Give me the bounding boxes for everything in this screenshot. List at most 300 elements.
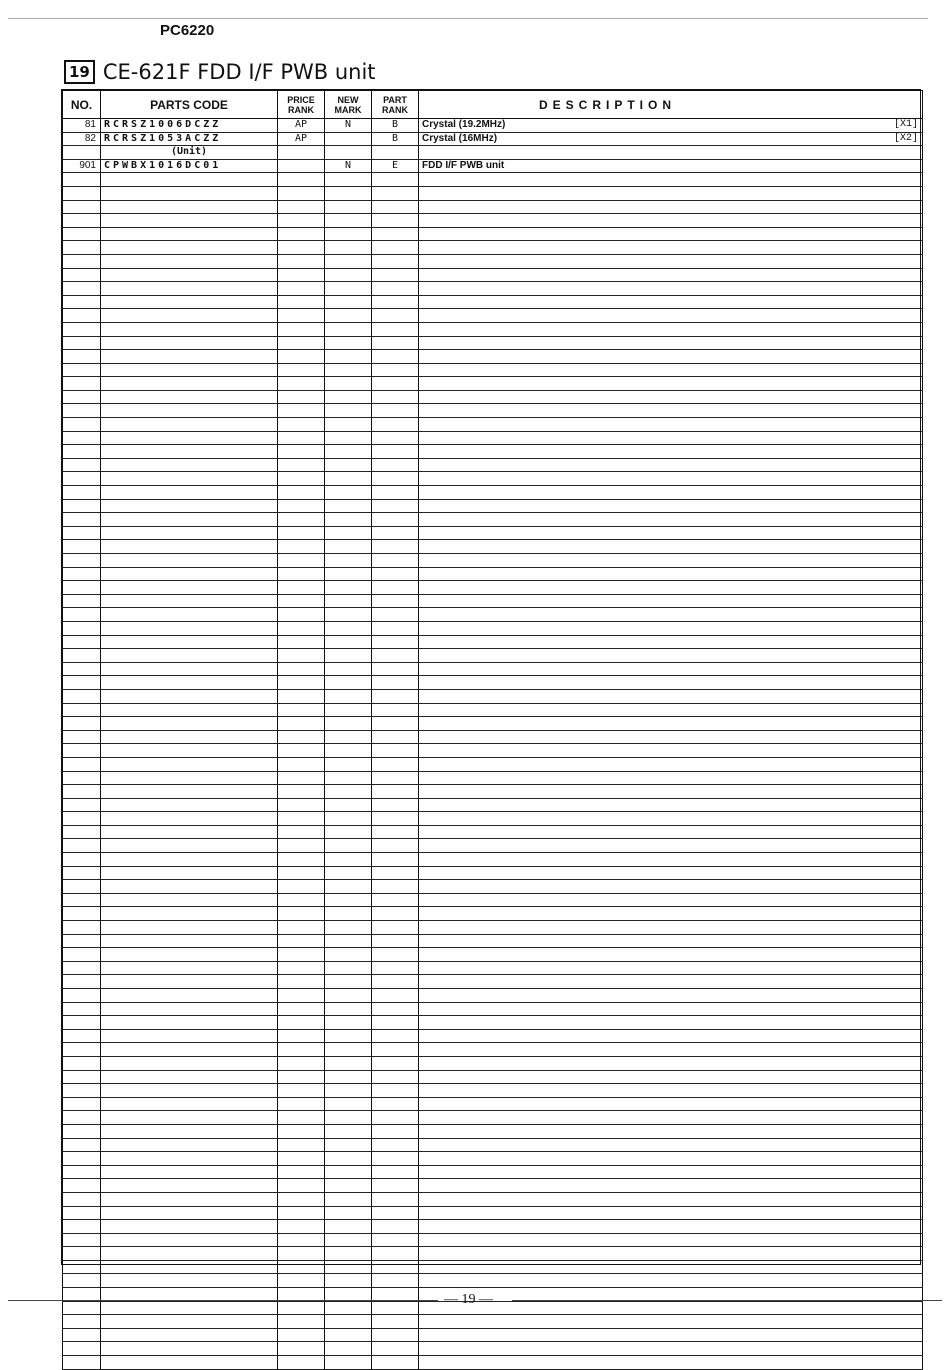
empty-cell bbox=[372, 907, 419, 921]
table-row-empty bbox=[63, 961, 923, 975]
table-row-empty bbox=[63, 390, 923, 404]
empty-cell bbox=[419, 1328, 923, 1342]
table-header-row bbox=[63, 91, 923, 119]
empty-cell bbox=[325, 757, 372, 771]
empty-cell bbox=[278, 1301, 325, 1315]
empty-cell bbox=[372, 1220, 419, 1234]
empty-cell bbox=[278, 825, 325, 839]
empty-cell bbox=[372, 1356, 419, 1370]
empty-cell bbox=[63, 186, 101, 200]
empty-cell bbox=[372, 934, 419, 948]
cell-new-mark bbox=[325, 132, 372, 146]
footer-rule-left bbox=[8, 1300, 438, 1301]
empty-cell bbox=[372, 227, 419, 241]
empty-cell bbox=[419, 717, 923, 731]
empty-cell bbox=[325, 1247, 372, 1261]
table-row-empty bbox=[63, 1002, 923, 1016]
empty-cell bbox=[278, 635, 325, 649]
empty-cell bbox=[101, 1206, 278, 1220]
empty-cell bbox=[101, 771, 278, 785]
empty-cell bbox=[278, 1124, 325, 1138]
table-row-empty bbox=[63, 227, 923, 241]
empty-cell bbox=[101, 934, 278, 948]
empty-cell bbox=[278, 472, 325, 486]
empty-cell bbox=[419, 1206, 923, 1220]
empty-cell bbox=[325, 1165, 372, 1179]
empty-cell bbox=[325, 798, 372, 812]
empty-cell bbox=[325, 880, 372, 894]
empty-cell bbox=[63, 785, 101, 799]
table-row-empty bbox=[63, 621, 923, 635]
cell-no: 901 bbox=[63, 159, 101, 173]
empty-cell bbox=[419, 1260, 923, 1274]
empty-cell bbox=[372, 961, 419, 975]
empty-cell bbox=[278, 268, 325, 282]
empty-cell bbox=[63, 975, 101, 989]
empty-cell bbox=[419, 295, 923, 309]
empty-cell bbox=[278, 1016, 325, 1030]
empty-cell bbox=[419, 336, 923, 350]
table-row-empty bbox=[63, 214, 923, 228]
empty-cell bbox=[372, 717, 419, 731]
empty-cell bbox=[278, 866, 325, 880]
empty-cell bbox=[101, 581, 278, 595]
empty-cell bbox=[101, 730, 278, 744]
table-row-empty bbox=[63, 649, 923, 663]
empty-cell bbox=[325, 445, 372, 459]
empty-cell bbox=[325, 1260, 372, 1274]
empty-cell bbox=[101, 173, 278, 187]
empty-cell bbox=[419, 1111, 923, 1125]
table-row-empty bbox=[63, 989, 923, 1003]
empty-cell bbox=[419, 662, 923, 676]
table-row-empty bbox=[63, 866, 923, 880]
empty-cell bbox=[101, 1002, 278, 1016]
empty-cell bbox=[278, 1179, 325, 1193]
empty-cell bbox=[101, 703, 278, 717]
empty-cell bbox=[278, 975, 325, 989]
table-row-empty bbox=[63, 839, 923, 853]
empty-cell bbox=[325, 839, 372, 853]
empty-cell bbox=[101, 975, 278, 989]
empty-cell bbox=[63, 703, 101, 717]
empty-cell bbox=[419, 744, 923, 758]
cell-new-mark: N bbox=[325, 159, 372, 173]
empty-cell bbox=[419, 241, 923, 255]
empty-cell bbox=[372, 1247, 419, 1261]
empty-cell bbox=[372, 975, 419, 989]
table-row bbox=[63, 132, 923, 146]
empty-cell bbox=[419, 1152, 923, 1166]
empty-cell bbox=[372, 1301, 419, 1315]
empty-cell bbox=[325, 241, 372, 255]
cell-description bbox=[419, 146, 923, 160]
cell-price-rank bbox=[278, 146, 325, 160]
empty-cell bbox=[419, 418, 923, 432]
table-row-empty bbox=[63, 1111, 923, 1125]
empty-cell bbox=[325, 377, 372, 391]
empty-cell bbox=[101, 268, 278, 282]
empty-cell bbox=[325, 989, 372, 1003]
empty-cell bbox=[63, 513, 101, 527]
empty-cell bbox=[63, 1002, 101, 1016]
empty-cell bbox=[419, 472, 923, 486]
cell-parts-code: (Unit) bbox=[101, 146, 278, 160]
empty-cell bbox=[325, 567, 372, 581]
empty-cell bbox=[278, 1043, 325, 1057]
empty-cell bbox=[101, 1016, 278, 1030]
empty-cell bbox=[63, 1315, 101, 1329]
empty-cell bbox=[372, 1165, 419, 1179]
empty-cell bbox=[372, 554, 419, 568]
empty-cell bbox=[419, 404, 923, 418]
empty-cell bbox=[278, 309, 325, 323]
empty-cell bbox=[101, 1247, 278, 1261]
col-header-part-rank: PART RANK bbox=[372, 91, 419, 119]
empty-cell bbox=[419, 214, 923, 228]
empty-cell bbox=[325, 621, 372, 635]
table-row-empty bbox=[63, 730, 923, 744]
empty-cell bbox=[278, 893, 325, 907]
empty-cell bbox=[372, 540, 419, 554]
cell-part-rank: B bbox=[372, 132, 419, 146]
empty-cell bbox=[372, 785, 419, 799]
empty-cell bbox=[419, 1016, 923, 1030]
empty-cell bbox=[278, 377, 325, 391]
empty-cell bbox=[63, 363, 101, 377]
empty-cell bbox=[101, 1165, 278, 1179]
empty-cell bbox=[419, 1192, 923, 1206]
table-row-empty bbox=[63, 350, 923, 364]
empty-cell bbox=[101, 1084, 278, 1098]
empty-cell bbox=[372, 499, 419, 513]
cell-price-rank: AP bbox=[278, 119, 325, 133]
empty-cell bbox=[63, 1220, 101, 1234]
empty-cell bbox=[419, 1029, 923, 1043]
empty-cell bbox=[278, 649, 325, 663]
empty-cell bbox=[325, 662, 372, 676]
empty-cell bbox=[101, 1097, 278, 1111]
empty-cell bbox=[278, 254, 325, 268]
table-row-empty bbox=[63, 880, 923, 894]
empty-cell bbox=[63, 336, 101, 350]
empty-cell bbox=[101, 295, 278, 309]
empty-cell bbox=[419, 445, 923, 459]
empty-cell bbox=[419, 853, 923, 867]
empty-cell bbox=[63, 431, 101, 445]
empty-cell bbox=[101, 1043, 278, 1057]
table-row-empty bbox=[63, 295, 923, 309]
empty-cell bbox=[63, 921, 101, 935]
empty-cell bbox=[372, 350, 419, 364]
empty-cell bbox=[325, 1016, 372, 1030]
empty-cell bbox=[63, 322, 101, 336]
empty-cell bbox=[419, 526, 923, 540]
table-row-empty bbox=[63, 363, 923, 377]
empty-cell bbox=[63, 1179, 101, 1193]
empty-cell bbox=[278, 608, 325, 622]
empty-cell bbox=[63, 581, 101, 595]
table-row-empty bbox=[63, 499, 923, 513]
empty-cell bbox=[419, 1124, 923, 1138]
empty-cell bbox=[101, 717, 278, 731]
empty-cell bbox=[101, 893, 278, 907]
table-row-empty bbox=[63, 418, 923, 432]
empty-cell bbox=[101, 907, 278, 921]
empty-cell bbox=[325, 717, 372, 731]
empty-cell bbox=[325, 322, 372, 336]
empty-cell bbox=[63, 717, 101, 731]
empty-cell bbox=[419, 825, 923, 839]
empty-cell bbox=[325, 744, 372, 758]
empty-cell bbox=[101, 676, 278, 690]
empty-cell bbox=[372, 921, 419, 935]
empty-cell bbox=[372, 390, 419, 404]
empty-cell bbox=[63, 1328, 101, 1342]
empty-cell bbox=[372, 336, 419, 350]
empty-cell bbox=[419, 1301, 923, 1315]
table-row-empty bbox=[63, 1342, 923, 1356]
empty-cell bbox=[101, 1111, 278, 1125]
empty-cell bbox=[372, 1328, 419, 1342]
empty-cell bbox=[372, 866, 419, 880]
empty-cell bbox=[63, 1056, 101, 1070]
table-row-empty bbox=[63, 853, 923, 867]
cell-new-mark: N bbox=[325, 119, 372, 133]
empty-cell bbox=[278, 173, 325, 187]
table-row-empty bbox=[63, 948, 923, 962]
empty-cell bbox=[325, 214, 372, 228]
empty-cell bbox=[325, 390, 372, 404]
empty-cell bbox=[63, 458, 101, 472]
empty-cell bbox=[325, 1315, 372, 1329]
empty-cell bbox=[419, 282, 923, 296]
empty-cell bbox=[278, 1070, 325, 1084]
empty-cell bbox=[278, 703, 325, 717]
empty-cell bbox=[101, 1124, 278, 1138]
empty-cell bbox=[63, 350, 101, 364]
empty-cell bbox=[419, 689, 923, 703]
table-row-empty bbox=[63, 812, 923, 826]
cell-parts-code: RCRSZ1006DCZZ bbox=[101, 119, 278, 133]
empty-cell bbox=[278, 214, 325, 228]
empty-cell bbox=[63, 1247, 101, 1261]
empty-cell bbox=[101, 839, 278, 853]
empty-cell bbox=[419, 513, 923, 527]
table-row-empty bbox=[63, 975, 923, 989]
empty-cell bbox=[101, 1315, 278, 1329]
table-row-empty bbox=[63, 785, 923, 799]
empty-cell bbox=[419, 771, 923, 785]
empty-cell bbox=[372, 1097, 419, 1111]
empty-cell bbox=[372, 1002, 419, 1016]
empty-cell bbox=[372, 676, 419, 690]
empty-cell bbox=[325, 227, 372, 241]
empty-cell bbox=[325, 948, 372, 962]
empty-cell bbox=[101, 825, 278, 839]
table-row-empty bbox=[63, 1084, 923, 1098]
table-row-empty bbox=[63, 581, 923, 595]
empty-cell bbox=[63, 200, 101, 214]
empty-cell bbox=[419, 200, 923, 214]
empty-cell bbox=[325, 961, 372, 975]
cell-no: 82 bbox=[63, 132, 101, 146]
empty-cell bbox=[325, 608, 372, 622]
empty-cell bbox=[372, 486, 419, 500]
table-row-empty bbox=[63, 1179, 923, 1193]
empty-cell bbox=[63, 812, 101, 826]
empty-cell bbox=[63, 1084, 101, 1098]
empty-cell bbox=[63, 486, 101, 500]
empty-cell bbox=[101, 486, 278, 500]
empty-cell bbox=[419, 921, 923, 935]
empty-cell bbox=[63, 853, 101, 867]
empty-cell bbox=[325, 785, 372, 799]
empty-cell bbox=[63, 254, 101, 268]
empty-cell bbox=[101, 1301, 278, 1315]
table-row-empty bbox=[63, 486, 923, 500]
empty-cell bbox=[63, 730, 101, 744]
empty-cell bbox=[419, 594, 923, 608]
table-row-empty bbox=[63, 526, 923, 540]
empty-cell bbox=[372, 1315, 419, 1329]
empty-cell bbox=[419, 1138, 923, 1152]
table-row-empty bbox=[63, 1056, 923, 1070]
empty-cell bbox=[63, 241, 101, 255]
table-row-empty bbox=[63, 322, 923, 336]
empty-cell bbox=[101, 594, 278, 608]
empty-cell bbox=[278, 948, 325, 962]
empty-cell bbox=[101, 540, 278, 554]
empty-cell bbox=[278, 295, 325, 309]
empty-cell bbox=[101, 649, 278, 663]
table-row-empty bbox=[63, 445, 923, 459]
empty-cell bbox=[63, 540, 101, 554]
empty-cell bbox=[278, 350, 325, 364]
empty-cell bbox=[419, 540, 923, 554]
empty-cell bbox=[372, 431, 419, 445]
empty-cell bbox=[101, 322, 278, 336]
empty-cell bbox=[278, 1356, 325, 1370]
empty-cell bbox=[325, 771, 372, 785]
empty-cell bbox=[325, 513, 372, 527]
empty-cell bbox=[278, 445, 325, 459]
table-row-empty bbox=[63, 540, 923, 554]
empty-cell bbox=[419, 1220, 923, 1234]
empty-cell bbox=[325, 1206, 372, 1220]
empty-cell bbox=[372, 893, 419, 907]
empty-cell bbox=[325, 1111, 372, 1125]
empty-cell bbox=[372, 1206, 419, 1220]
empty-cell bbox=[419, 948, 923, 962]
empty-cell bbox=[63, 757, 101, 771]
empty-cell bbox=[372, 839, 419, 853]
cell-part-rank: B bbox=[372, 119, 419, 133]
empty-cell bbox=[278, 744, 325, 758]
empty-cell bbox=[372, 703, 419, 717]
empty-cell bbox=[419, 499, 923, 513]
empty-cell bbox=[372, 853, 419, 867]
empty-cell bbox=[278, 989, 325, 1003]
empty-cell bbox=[101, 526, 278, 540]
empty-cell bbox=[325, 893, 372, 907]
empty-cell bbox=[372, 404, 419, 418]
empty-cell bbox=[419, 934, 923, 948]
empty-cell bbox=[101, 785, 278, 799]
empty-cell bbox=[325, 594, 372, 608]
empty-cell bbox=[63, 1097, 101, 1111]
table-row-empty bbox=[63, 200, 923, 214]
table-row-empty bbox=[63, 893, 923, 907]
section-number-box: 19 bbox=[64, 60, 95, 84]
empty-cell bbox=[63, 309, 101, 323]
empty-cell bbox=[101, 1274, 278, 1288]
empty-cell bbox=[101, 200, 278, 214]
empty-cell bbox=[372, 730, 419, 744]
empty-cell bbox=[63, 1206, 101, 1220]
empty-cell bbox=[278, 554, 325, 568]
empty-cell bbox=[63, 1233, 101, 1247]
empty-cell bbox=[419, 961, 923, 975]
empty-cell bbox=[372, 1029, 419, 1043]
empty-cell bbox=[63, 621, 101, 635]
empty-cell bbox=[419, 390, 923, 404]
empty-cell bbox=[372, 1260, 419, 1274]
empty-cell bbox=[63, 1342, 101, 1356]
empty-cell bbox=[372, 295, 419, 309]
table-row-empty bbox=[63, 241, 923, 255]
col-header-new-mark: NEW MARK bbox=[325, 91, 372, 119]
empty-cell bbox=[372, 322, 419, 336]
empty-cell bbox=[278, 1220, 325, 1234]
col-header-price-rank: PRICE RANK bbox=[278, 91, 325, 119]
table-row-empty bbox=[63, 268, 923, 282]
empty-cell bbox=[372, 621, 419, 635]
table-row-empty bbox=[63, 1152, 923, 1166]
empty-cell bbox=[372, 662, 419, 676]
empty-cell bbox=[278, 526, 325, 540]
empty-cell bbox=[63, 1070, 101, 1084]
empty-cell bbox=[63, 173, 101, 187]
empty-cell bbox=[101, 635, 278, 649]
table-row-empty bbox=[63, 458, 923, 472]
empty-cell bbox=[101, 513, 278, 527]
empty-cell bbox=[101, 458, 278, 472]
empty-cell bbox=[325, 186, 372, 200]
empty-cell bbox=[325, 635, 372, 649]
empty-cell bbox=[325, 431, 372, 445]
empty-cell bbox=[419, 676, 923, 690]
empty-cell bbox=[372, 1124, 419, 1138]
empty-cell bbox=[419, 608, 923, 622]
empty-cell bbox=[278, 594, 325, 608]
empty-cell bbox=[63, 635, 101, 649]
empty-cell bbox=[372, 1111, 419, 1125]
empty-cell bbox=[278, 336, 325, 350]
empty-cell bbox=[325, 812, 372, 826]
table-row-empty bbox=[63, 1138, 923, 1152]
empty-cell bbox=[278, 689, 325, 703]
empty-cell bbox=[419, 1056, 923, 1070]
table-row-empty bbox=[63, 1124, 923, 1138]
empty-cell bbox=[101, 744, 278, 758]
empty-cell bbox=[372, 418, 419, 432]
table-row-empty bbox=[63, 282, 923, 296]
empty-cell bbox=[419, 812, 923, 826]
empty-cell bbox=[278, 1111, 325, 1125]
table-row-empty bbox=[63, 757, 923, 771]
empty-cell bbox=[325, 499, 372, 513]
